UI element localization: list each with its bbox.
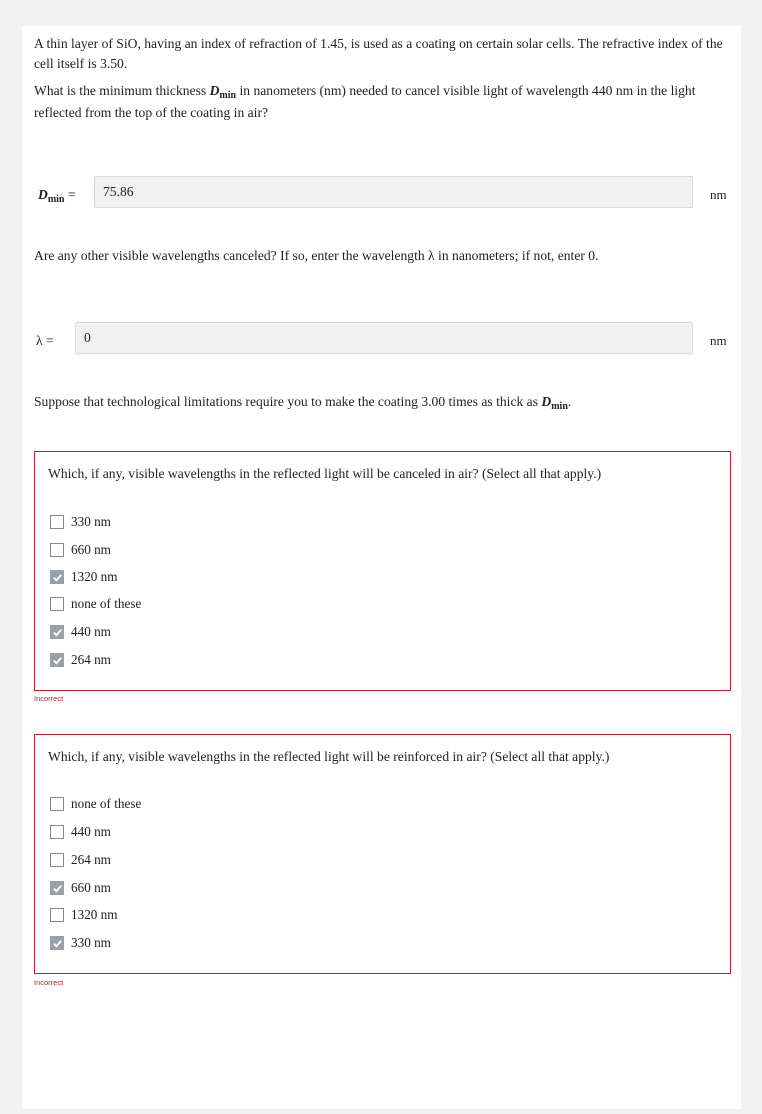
checkbox[interactable] — [50, 797, 64, 811]
checkbox[interactable] — [50, 908, 64, 922]
question-part2: Are any other visible wavelengths canceled? If so, enter the wavelength λ in nanometers; if not, enter 0. — [34, 248, 599, 263]
part1-var: D — [209, 83, 220, 98]
checkmark-icon — [52, 572, 63, 583]
part1-var-sub: min — [219, 90, 237, 101]
canceled-option[interactable] — [50, 513, 111, 531]
canceled-option[interactable] — [50, 568, 118, 586]
reinforced-option[interactable] — [50, 906, 118, 924]
reinforced-question-box — [34, 734, 731, 974]
checkbox[interactable] — [50, 853, 64, 867]
reinforced-status: Incorrect — [34, 978, 64, 987]
reinforced-option[interactable] — [50, 823, 111, 841]
option-label: none of these — [71, 596, 142, 611]
reinforced-option[interactable] — [50, 934, 111, 952]
reinforced-option[interactable] — [50, 879, 111, 897]
option-label: 440 nm — [71, 824, 111, 839]
option-label: 1320 nm — [71, 907, 118, 922]
canceled-option[interactable] — [50, 651, 111, 669]
question-card — [22, 26, 741, 1109]
checkbox[interactable] — [50, 597, 64, 611]
part3-var-sub: min — [551, 401, 568, 412]
checkbox[interactable] — [50, 543, 64, 557]
dmin-unit: nm — [710, 187, 727, 202]
dmin-label-sub: min — [47, 194, 65, 205]
option-label: 330 nm — [71, 935, 111, 950]
canceled-option[interactable] — [50, 541, 111, 559]
lambda-input[interactable]: 0 — [75, 322, 693, 354]
option-label: 660 nm — [71, 542, 111, 557]
canceled-status: Incorrect — [34, 694, 64, 703]
option-label: 264 nm — [71, 852, 111, 867]
question-intro: A thin layer of SiO, having an index of refraction of 1.45, is used as a coating on certain solar cells. The refractive index of the cell itself is 3.50. — [34, 36, 723, 71]
option-label: 1320 nm — [71, 569, 118, 584]
option-label: 660 nm — [71, 880, 111, 895]
question-part3 — [34, 392, 724, 414]
reinforced-option[interactable] — [50, 851, 111, 869]
option-label: 330 nm — [71, 514, 111, 529]
option-label: 264 nm — [71, 652, 111, 667]
checkbox[interactable] — [50, 825, 64, 839]
part3-var: D — [541, 394, 552, 409]
reinforced-option[interactable] — [50, 795, 141, 813]
canceled-option[interactable] — [50, 623, 111, 641]
checkbox-checked[interactable] — [50, 625, 64, 639]
dmin-label-var: D — [38, 187, 48, 202]
checkmark-icon — [52, 655, 63, 666]
checkmark-icon — [52, 883, 63, 894]
checkbox-checked[interactable] — [50, 881, 64, 895]
checkbox-checked[interactable] — [50, 936, 64, 950]
option-label: none of these — [71, 796, 142, 811]
part3-suffix: . — [567, 394, 572, 409]
dmin-input[interactable]: 75.86 — [94, 176, 693, 208]
dmin-label — [38, 185, 76, 207]
lambda-label: λ = — [36, 333, 54, 348]
lambda-unit: nm — [710, 333, 727, 348]
part3-prefix: Suppose that technological limitations require you to make the coating 3.00 times as thick as — [34, 394, 542, 409]
checkmark-icon — [52, 627, 63, 638]
part1-prefix: What is the minimum thickness — [34, 83, 210, 98]
checkbox-checked[interactable] — [50, 570, 64, 584]
question-part1 — [34, 81, 724, 123]
dmin-label-eq: = — [64, 187, 76, 202]
checkbox-checked[interactable] — [50, 653, 64, 667]
reinforced-question-text: Which, if any, visible wavelengths in the reflected light will be reinforced in air? (Select all that apply.) — [48, 749, 610, 764]
canceled-question-box — [34, 451, 731, 691]
canceled-option[interactable] — [50, 595, 141, 613]
checkbox[interactable] — [50, 515, 64, 529]
option-label: 440 nm — [71, 624, 111, 639]
part1-suffix: in nanometers (nm) needed to cancel visible light of wavelength 440 nm in the light reflected from the top of the coating in air? — [34, 83, 696, 120]
checkmark-icon — [52, 938, 63, 949]
canceled-question-text: Which, if any, visible wavelengths in the reflected light will be canceled in air? (Select all that apply.) — [48, 466, 602, 481]
